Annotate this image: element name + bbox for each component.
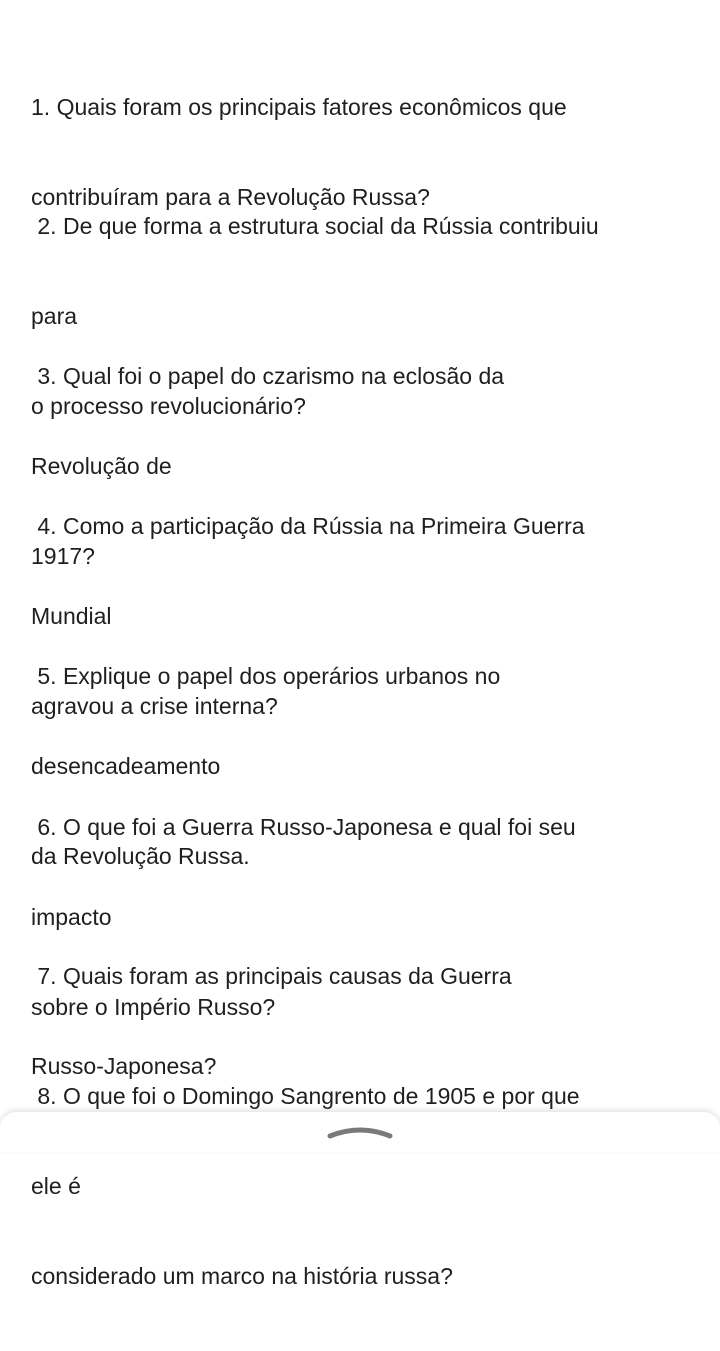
question-8-line-1: 8. O que foi o Domingo Sangrento de 1905 e por que — [31, 1083, 580, 1109]
question-6-line-1: 6. O que foi a Guerra Russo-Japonesa e qual foi seu — [31, 814, 576, 840]
question-3-line-3: 1917? — [31, 543, 95, 569]
question-6-line-3: sobre o Império Russo? — [31, 994, 276, 1020]
question-4-line-1: 4. Como a participação da Rússia na Primeira Guerra — [31, 513, 585, 539]
question-8-line-3: considerado um marco na história russa? — [31, 1263, 453, 1289]
question-5-line-2: desencadeamento — [31, 753, 221, 779]
question-7-line-2: Russo-Japonesa? — [31, 1053, 217, 1079]
question-1-line-1: 1. Quais foram os principais fatores econômicos que — [31, 94, 567, 120]
question-7-line-1: 7. Quais foram as principais causas da Guerra — [31, 963, 512, 989]
question-1-line-2: contribuíram para a Revolução Russa? — [31, 184, 430, 210]
question-2-line-1: 2. De que forma a estrutura social da Rússia contribuiu — [31, 213, 599, 239]
question-5-line-1: 5. Explique o papel dos operários urbanos no — [31, 663, 501, 689]
question-2-line-2: para — [31, 303, 78, 329]
question-3-line-2: Revolução de — [31, 453, 172, 479]
question-6-line-2: impacto — [31, 904, 112, 930]
question-4-line-2: Mundial — [31, 603, 112, 629]
question-8-line-2: ele é — [31, 1173, 81, 1199]
question-3-line-1: 3. Qual foi o papel do czarismo na eclosão da — [31, 363, 505, 389]
drag-handle-icon[interactable] — [326, 1126, 394, 1140]
question-8 — [31, 1021, 701, 1351]
question-2-line-3: o processo revolucionário? — [31, 393, 306, 419]
question-4-line-3: agravou a crise interna? — [31, 693, 278, 719]
bottom-sheet[interactable] — [0, 1112, 720, 1152]
question-5-line-3: da Revolução Russa. — [31, 843, 250, 869]
